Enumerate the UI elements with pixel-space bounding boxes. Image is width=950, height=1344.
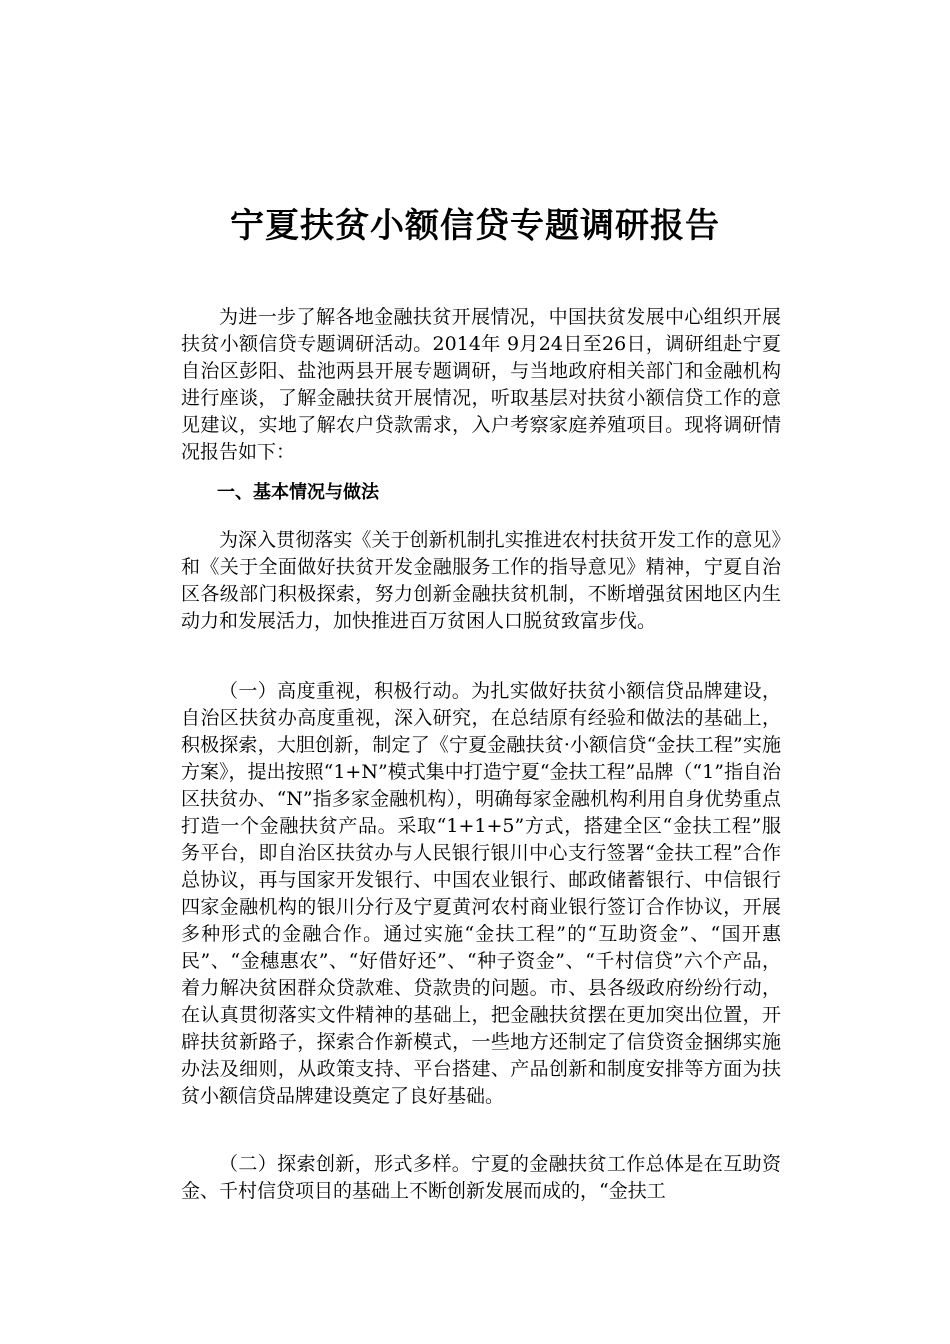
- document-title: 宁夏扶贫小额信贷专题调研报告: [230, 206, 720, 246]
- intro-paragraph: 为进一步了解各地金融扶贫开展情况，中国扶贫发展中心组织开展扶贫小额信贷专题调研活动。2014年 9月24日至26日，调研组赴宁夏自治区彭阳、盐池两县开展专题调研，与当地政府相关部门和金融机构进行座谈，了解金融扶贫开展情况，听取基层对扶贫小额信贷工作的意见建议，实地了解农户贷款需求，入户考察家庭养殖项目。现将调研情况报告如下：: [181, 306, 781, 463]
- section-heading: 一、基本情况与做法: [217, 482, 379, 503]
- subsection-paragraph-1: （一）高度重视，积极行动。为扎实做好扶贫小额信贷品牌建设，自治区扶贫办高度重视，深入研究，在总结原有经验和做法的基础上，积极探索，大胆创新，制定了《宁夏金融扶贫·小额信贷“金扶工程”实施方案》，提出按照“1+N”模式集中打造宁夏“金扶工程”品牌（“1”指自治区扶贫办、“N”指多家金融机构），明确每家金融机构利用自身优势重点打造一个金融扶贫产品。采取“1+1+5”方式，搭建全区“金扶工程”服务平台，即自治区扶贫办与人民银行银川中心支行签署“金扶工程”合作总协议，再与国家开发银行、中国农业银行、邮政储蓄银行、中信银行四家金融机构的银川分行及宁夏黄河农村商业银行签订合作协议，开展多种形式的金融合作。通过实施“金扶工程”的“互助资金”、“国开惠民”、“金穗惠农”、“好借好还”、“种子资金”、“千村信贷”六个产品，着力解决贫困群众贷款难、贷款贵的问题。市、县各级政府纷纷行动，在认真贯彻落实文件精神的基础上，把金融扶贫摆在更加突出位置，开辟扶贫新路子，探索合作新模式，一些地方还制定了信贷资金捆绑实施办法及细则，从政策支持、平台搭建、产品创新和制度安排等方面为扶贫小额信贷品牌建设奠定了良好基础。: [181, 680, 781, 1107]
- section-paragraph: 为深入贯彻落实《关于创新机制扎实推进农村扶贫开发工作的意见》和《关于全面做好扶贫开发金融服务工作的指导意见》精神，宁夏自治区各级部门积极探索，努力创新金融扶贫机制，不断增强贫困地区内生动力和发展活力，加快推进百万贫困人口脱贫致富步伐。: [181, 529, 781, 632]
- subsection-paragraph-2: （二）探索创新，形式多样。宁夏的金融扶贫工作总体是在互助资金、千村信贷项目的基础上不断创新发展而成的，“金扶工: [181, 1153, 781, 1202]
